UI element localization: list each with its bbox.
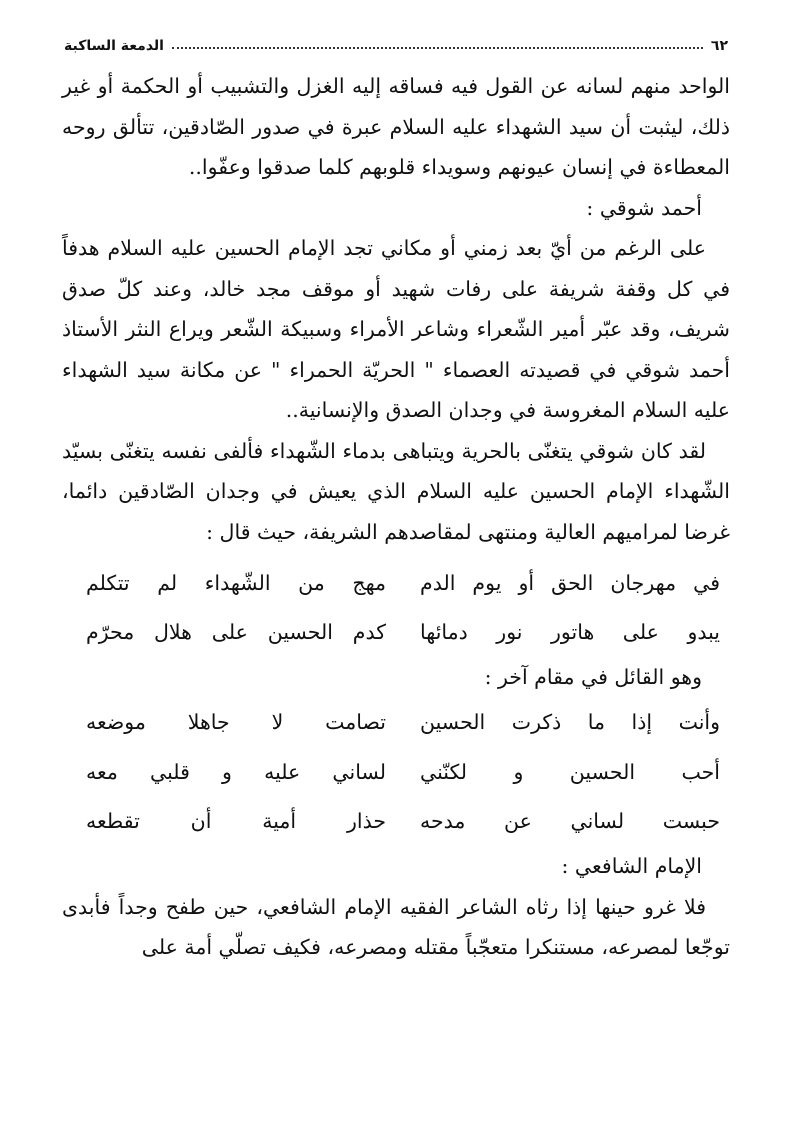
- paragraph-3: لقد كان شوقي يتغنّى بالحرية ويتباهى بدماء الشّهداء فألفى نفسه يتغنّى بسيّد الشّهداء الإمام الحسين عليه السلام الذي يعيش في وجدان الصّادقين دائما، غرضا لمراميهم العالية ومنتهى لمقاصدهم الشريفة، حيث قال :: [62, 438, 730, 544]
- intro-other-poem: وهو القائل في مقام آخر :: [484, 665, 702, 689]
- verse-second-hemistich: كدم الحسين على هلال محرّم: [86, 620, 386, 644]
- verse-first-hemistich: حبست لساني عن مدحه: [420, 809, 720, 833]
- verse-first-hemistich: في مهرجان الحق أو يوم الدم: [420, 570, 720, 595]
- verse-second-hemistich: تصامت لا جاهلا موضعه: [86, 710, 386, 734]
- page-header: [64, 28, 728, 54]
- verse-line: [62, 558, 730, 608]
- verse-first-hemistich: يبدو على هاتور نور دمائها: [420, 620, 720, 644]
- book-title: الدمعة الساكبة: [64, 38, 164, 54]
- paragraph-2: على الرغم من أيّ بعد زمني أو مكاني تجد الإمام الحسين عليه السلام هدفاً في كل وقفة شريفة على رفات شهيد أو موقف مجد خالد، وعند كلّ صدق شريف، وقد عبّر أمير الشّعراء وشاعر الأمراء وسبيكة الشّعر ويراع النثر الأستاذ أحمد شوقي في قصيدته العصماء " الحريّة الحمراء " عن مكانة سيد الشهداء عليه السلام المغروسة في وجدان الصدق والإنسانية..: [62, 236, 730, 422]
- poem-other: [62, 698, 730, 847]
- section-heading-shafii: الإمام الشافعي :: [561, 854, 702, 878]
- paragraph-1: الواحد منهم لسانه عن القول فيه فساقه إليه الغزل والتشبيب أو الحكمة أو غير ذلك، ليثبت أن سيد الشهداء عليه السلام عبرة في صدور الصّادقين، تتألق روحه المعطاءة في إنسان عيونهم وسويداء قلوبهم كلما صدقوا وعفّوا..: [62, 74, 730, 179]
- verse-second-hemistich: مهج من الشّهداء لم تتكلم: [86, 570, 386, 595]
- verse-second-hemistich: لساني عليه و قلبي معه: [86, 759, 386, 784]
- page-number: ٦٢: [710, 38, 728, 54]
- section-heading-shawqi: أحمد شوقي :: [586, 195, 702, 220]
- verse-line: [62, 797, 730, 847]
- verse-line: [62, 608, 730, 658]
- header-dotted-rule: [172, 47, 703, 49]
- verse-first-hemistich: أحب الحسين و لكنّني: [420, 759, 720, 784]
- verse-first-hemistich: وأنت إذا ما ذكرت الحسين: [420, 710, 720, 734]
- verse-second-hemistich: حذار أمية أن تقطعه: [86, 809, 386, 833]
- verse-line: [62, 747, 730, 797]
- page-body: [62, 66, 730, 968]
- paragraph-4: فلا غرو حينها إذا رثاه الشاعر الفقيه الإمام الشافعي، حين طفح وجداً فأبدى توجّعا لمصرعه، مستنكرا متعجّباً مقتله ومصرعه، فكيف تصلّي أمة على: [62, 894, 730, 959]
- poem-shawqi: [62, 558, 730, 657]
- verse-line: [62, 698, 730, 748]
